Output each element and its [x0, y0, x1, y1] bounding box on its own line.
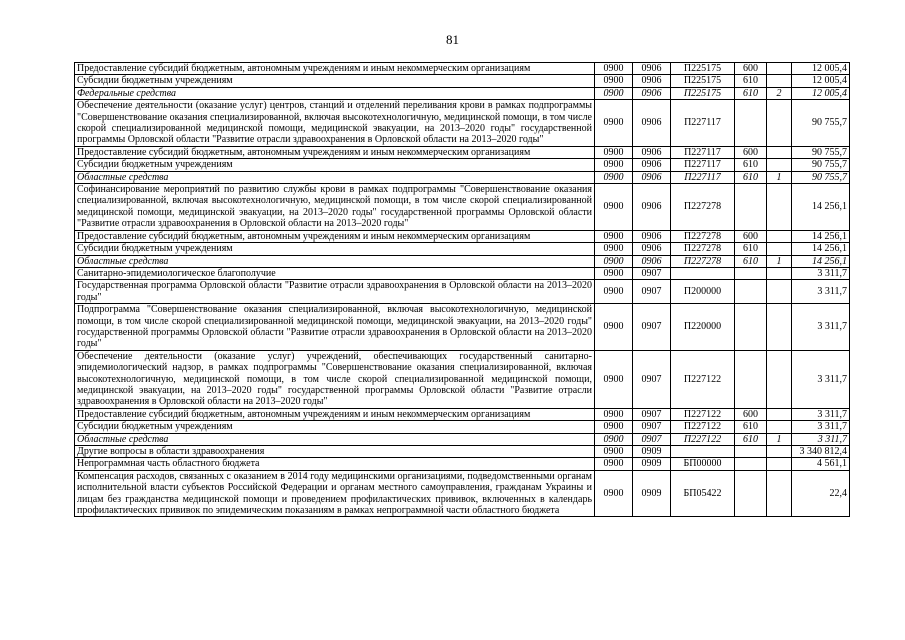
- funding-source-cell: [767, 243, 792, 255]
- expense-type-cell: [735, 100, 767, 147]
- budget-table-body: [75, 63, 850, 517]
- funding-source-cell: [767, 280, 792, 304]
- amount-cell: 90 755,7: [792, 171, 850, 183]
- amount-cell: 14 256,1: [792, 255, 850, 267]
- section-code-cell: 0900: [595, 267, 633, 279]
- subsection-code-cell: 0906: [633, 171, 671, 183]
- row-name-cell: Субсидии бюджетным учреждениям: [75, 159, 595, 171]
- target-article-cell: БП05422: [671, 470, 735, 517]
- row-name-cell: Обеспечение деятельности (оказание услуг) центров, станций и отделений переливания крови в рамках подпрограммы "Совершенствование оказания специализированной, включая высокотехнологичную, медицинской помощи, в том числе скорой специализированной медицинской помощи, медицинской эвакуации, на 2013–2020 годы" государственной программы Орловской области "Развитие отрасли здравоохранения в Орловской области на 2013–2020 годы": [75, 100, 595, 147]
- subsection-code-cell: 0906: [633, 75, 671, 87]
- section-code-cell: 0900: [595, 159, 633, 171]
- subsection-code-cell: 0906: [633, 159, 671, 171]
- table-row: [75, 255, 850, 267]
- section-code-cell: 0900: [595, 255, 633, 267]
- amount-cell: 3 311,7: [792, 433, 850, 445]
- row-name-cell: Предоставление субсидий бюджетным, автономным учреждениям и иным некоммерческим организациям: [75, 146, 595, 158]
- funding-source-cell: [767, 184, 792, 231]
- section-code-cell: 0900: [595, 280, 633, 304]
- target-article-cell: [671, 267, 735, 279]
- expense-type-cell: 610: [735, 255, 767, 267]
- expense-type-cell: 610: [735, 87, 767, 99]
- row-name-cell: Компенсация расходов, связанных с оказанием в 2014 году медицинскими организациями, подведомственными органам исполнительной власти субъектов Российской Федерации и органам местного самоуправления, гражданам Украины и лицам без гражданства медицинской помощи и проведением профилактических прививок, включенных в календарь профилактических прививок по эпидемическим показаниям в рамках непрограммной части областного бюджета: [75, 470, 595, 517]
- subsection-code-cell: 0907: [633, 280, 671, 304]
- expense-type-cell: 610: [735, 243, 767, 255]
- table-row: [75, 184, 850, 231]
- row-name-cell: Государственная программа Орловской области "Развитие отрасли здравоохранения в Орловской области на 2013–2020 годы": [75, 280, 595, 304]
- subsection-code-cell: 0909: [633, 470, 671, 517]
- expense-type-cell: 610: [735, 421, 767, 433]
- target-article-cell: П227122: [671, 421, 735, 433]
- table-row: [75, 446, 850, 458]
- section-code-cell: 0900: [595, 87, 633, 99]
- expense-type-cell: 600: [735, 146, 767, 158]
- funding-source-cell: 1: [767, 433, 792, 445]
- funding-source-cell: [767, 458, 792, 470]
- target-article-cell: П220000: [671, 304, 735, 351]
- table-row: [75, 230, 850, 242]
- amount-cell: 14 256,1: [792, 184, 850, 231]
- funding-source-cell: [767, 159, 792, 171]
- table-row: [75, 421, 850, 433]
- table-row: [75, 63, 850, 75]
- amount-cell: 3 311,7: [792, 267, 850, 279]
- funding-source-cell: [767, 421, 792, 433]
- target-article-cell: П225175: [671, 63, 735, 75]
- page-number: 81: [446, 32, 459, 47]
- row-name-cell: Предоставление субсидий бюджетным, автономным учреждениям и иным некоммерческим организациям: [75, 63, 595, 75]
- section-code-cell: 0900: [595, 470, 633, 517]
- target-article-cell: П227278: [671, 230, 735, 242]
- expense-type-cell: 610: [735, 159, 767, 171]
- target-article-cell: П227117: [671, 146, 735, 158]
- funding-source-cell: [767, 75, 792, 87]
- budget-table: [74, 62, 850, 517]
- table-row: [75, 433, 850, 445]
- expense-type-cell: [735, 458, 767, 470]
- row-name-cell: Субсидии бюджетным учреждениям: [75, 243, 595, 255]
- expense-type-cell: [735, 470, 767, 517]
- section-code-cell: 0900: [595, 100, 633, 147]
- amount-cell: 3 311,7: [792, 408, 850, 420]
- subsection-code-cell: 0909: [633, 446, 671, 458]
- expense-type-cell: 610: [735, 75, 767, 87]
- section-code-cell: 0900: [595, 75, 633, 87]
- amount-cell: 12 005,4: [792, 63, 850, 75]
- target-article-cell: [671, 446, 735, 458]
- expense-type-cell: 600: [735, 63, 767, 75]
- row-name-cell: Федеральные средства: [75, 87, 595, 99]
- table-row: [75, 304, 850, 351]
- section-code-cell: 0900: [595, 184, 633, 231]
- target-article-cell: П227122: [671, 408, 735, 420]
- row-name-cell: Областные средства: [75, 171, 595, 183]
- row-name-cell: Областные средства: [75, 255, 595, 267]
- expense-type-cell: 610: [735, 433, 767, 445]
- table-row: [75, 470, 850, 517]
- funding-source-cell: 1: [767, 255, 792, 267]
- funding-source-cell: [767, 146, 792, 158]
- funding-source-cell: [767, 63, 792, 75]
- subsection-code-cell: 0906: [633, 63, 671, 75]
- row-name-cell: Непрограммная часть областного бюджета: [75, 458, 595, 470]
- expense-type-cell: 600: [735, 408, 767, 420]
- table-row: [75, 458, 850, 470]
- table-row: [75, 146, 850, 158]
- funding-source-cell: 1: [767, 171, 792, 183]
- expense-type-cell: [735, 184, 767, 231]
- amount-cell: 90 755,7: [792, 100, 850, 147]
- amount-cell: 3 340 812,4: [792, 446, 850, 458]
- row-name-cell: Подпрограмма "Совершенствование оказания специализированной, включая высокотехнологичную, медицинской помощи, в том числе скорой специализированной медицинской помощи, медицинской эвакуации, на 2013–2020 годы" государственной программы Орловской области "Развитие отрасли здравоохранения в Орловской области на 2013–2020 годы": [75, 304, 595, 351]
- target-article-cell: П227117: [671, 171, 735, 183]
- table-row: [75, 350, 850, 408]
- expense-type-cell: [735, 350, 767, 408]
- table-row: [75, 75, 850, 87]
- target-article-cell: П225175: [671, 87, 735, 99]
- amount-cell: 3 311,7: [792, 280, 850, 304]
- target-article-cell: П227122: [671, 433, 735, 445]
- subsection-code-cell: 0906: [633, 184, 671, 231]
- section-code-cell: 0900: [595, 350, 633, 408]
- row-name-cell: Обеспечение деятельности (оказание услуг) учреждений, обеспечивающих государственный санитарно-эпидемиологический надзор, в рамках подпрограммы "Совершенствование оказания специализированной, включая высокотехнологичную, медицинской помощи, в том числе скорой специализированной медицинской помощи, медицинской эвакуации, на 2013–2020 годы" государственной программы Орловской области "Развитие отрасли здравоохранения в Орловской области на 2013–2020 годы": [75, 350, 595, 408]
- funding-source-cell: [767, 100, 792, 147]
- subsection-code-cell: 0907: [633, 433, 671, 445]
- funding-source-cell: [767, 470, 792, 517]
- table-row: [75, 267, 850, 279]
- table-row: [75, 87, 850, 99]
- subsection-code-cell: 0907: [633, 304, 671, 351]
- table-row: [75, 100, 850, 147]
- section-code-cell: 0900: [595, 171, 633, 183]
- funding-source-cell: [767, 350, 792, 408]
- subsection-code-cell: 0907: [633, 421, 671, 433]
- section-code-cell: 0900: [595, 421, 633, 433]
- expense-type-cell: 610: [735, 171, 767, 183]
- subsection-code-cell: 0907: [633, 350, 671, 408]
- subsection-code-cell: 0906: [633, 100, 671, 147]
- expense-type-cell: [735, 446, 767, 458]
- row-name-cell: Предоставление субсидий бюджетным, автономным учреждениям и иным некоммерческим организациям: [75, 230, 595, 242]
- subsection-code-cell: 0906: [633, 146, 671, 158]
- target-article-cell: П200000: [671, 280, 735, 304]
- amount-cell: 4 561,1: [792, 458, 850, 470]
- section-code-cell: 0900: [595, 446, 633, 458]
- row-name-cell: Другие вопросы в области здравоохранения: [75, 446, 595, 458]
- funding-source-cell: [767, 408, 792, 420]
- section-code-cell: 0900: [595, 230, 633, 242]
- target-article-cell: П227117: [671, 159, 735, 171]
- section-code-cell: 0900: [595, 304, 633, 351]
- funding-source-cell: [767, 446, 792, 458]
- section-code-cell: 0900: [595, 146, 633, 158]
- table-row: [75, 280, 850, 304]
- amount-cell: 14 256,1: [792, 230, 850, 242]
- funding-source-cell: [767, 230, 792, 242]
- section-code-cell: 0900: [595, 63, 633, 75]
- amount-cell: 22,4: [792, 470, 850, 517]
- row-name-cell: Областные средства: [75, 433, 595, 445]
- funding-source-cell: [767, 304, 792, 351]
- subsection-code-cell: 0907: [633, 408, 671, 420]
- section-code-cell: 0900: [595, 458, 633, 470]
- funding-source-cell: 2: [767, 87, 792, 99]
- subsection-code-cell: 0906: [633, 255, 671, 267]
- target-article-cell: П227117: [671, 100, 735, 147]
- table-row: [75, 243, 850, 255]
- expense-type-cell: [735, 280, 767, 304]
- table-row: [75, 408, 850, 420]
- amount-cell: 3 311,7: [792, 421, 850, 433]
- amount-cell: 14 256,1: [792, 243, 850, 255]
- subsection-code-cell: 0907: [633, 267, 671, 279]
- target-article-cell: П227122: [671, 350, 735, 408]
- row-name-cell: Софинансирование мероприятий по развитию службы крови в рамках подпрограммы "Совершенствование оказания специализированной, включая высокотехнологичную, медицинской помощи, в том числе скорой специализированной медицинской помощи, медицинской эвакуации, на 2013–2020 годы" государственной программы Орловской области "Развитие отрасли здравоохранения в Орловской области на 2013–2020 годы": [75, 184, 595, 231]
- amount-cell: 3 311,7: [792, 350, 850, 408]
- expense-type-cell: 600: [735, 230, 767, 242]
- target-article-cell: БП00000: [671, 458, 735, 470]
- row-name-cell: Санитарно-эпидемиологическое благополучие: [75, 267, 595, 279]
- amount-cell: 3 311,7: [792, 304, 850, 351]
- amount-cell: 12 005,4: [792, 87, 850, 99]
- subsection-code-cell: 0906: [633, 87, 671, 99]
- target-article-cell: П225175: [671, 75, 735, 87]
- table-row: [75, 159, 850, 171]
- amount-cell: 90 755,7: [792, 146, 850, 158]
- section-code-cell: 0900: [595, 433, 633, 445]
- section-code-cell: 0900: [595, 408, 633, 420]
- subsection-code-cell: 0906: [633, 243, 671, 255]
- section-code-cell: 0900: [595, 243, 633, 255]
- target-article-cell: П227278: [671, 243, 735, 255]
- expense-type-cell: [735, 267, 767, 279]
- target-article-cell: П227278: [671, 255, 735, 267]
- amount-cell: 12 005,4: [792, 75, 850, 87]
- row-name-cell: Предоставление субсидий бюджетным, автономным учреждениям и иным некоммерческим организациям: [75, 408, 595, 420]
- subsection-code-cell: 0906: [633, 230, 671, 242]
- subsection-code-cell: 0909: [633, 458, 671, 470]
- row-name-cell: Субсидии бюджетным учреждениям: [75, 421, 595, 433]
- funding-source-cell: [767, 267, 792, 279]
- amount-cell: 90 755,7: [792, 159, 850, 171]
- table-row: [75, 171, 850, 183]
- row-name-cell: Субсидии бюджетным учреждениям: [75, 75, 595, 87]
- expense-type-cell: [735, 304, 767, 351]
- target-article-cell: П227278: [671, 184, 735, 231]
